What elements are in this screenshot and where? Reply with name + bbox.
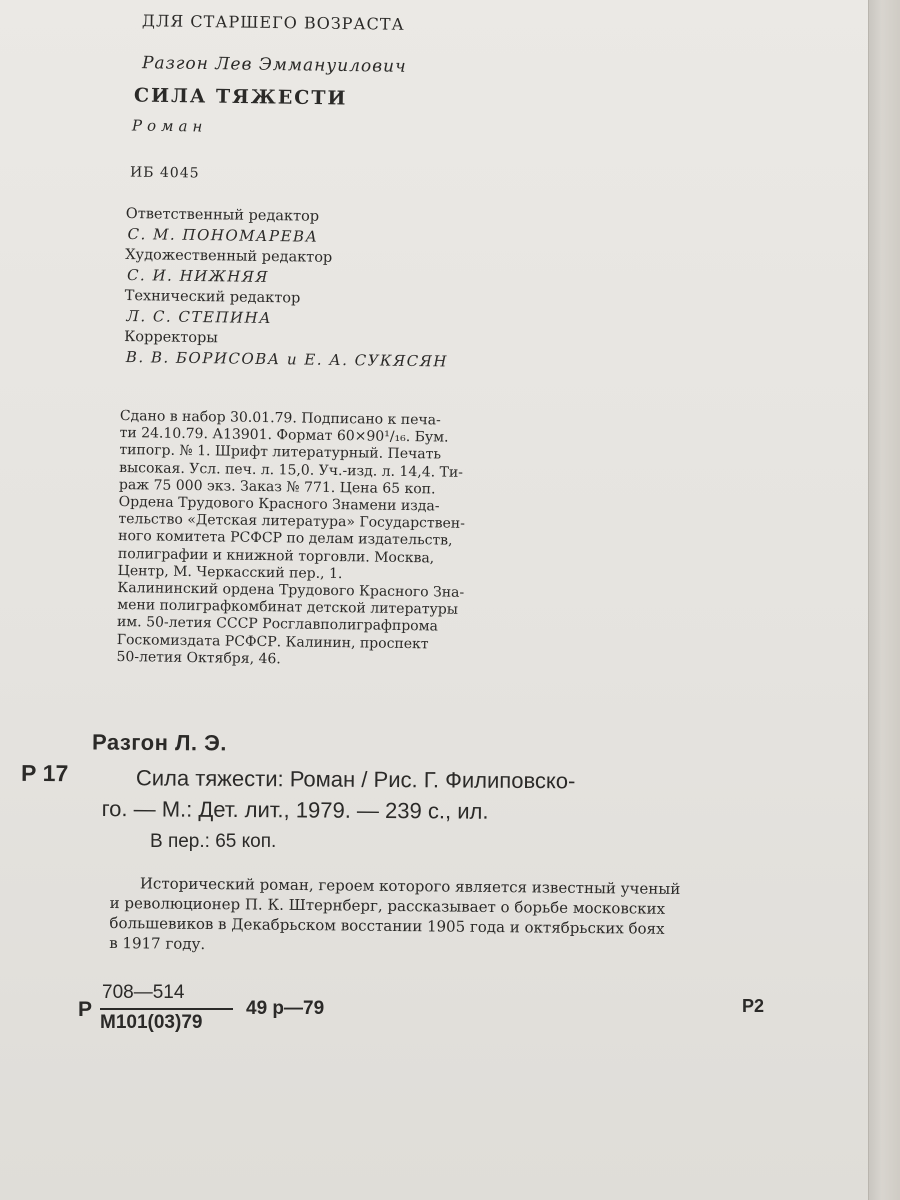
- imprint-line: раж 75 000 экз. Заказ № 771. Цена 65 коп.: [118, 476, 436, 498]
- abstract-line: и революционер П. К. Штернберг, рассказывает о борьбе московских: [109, 893, 666, 918]
- ib-number: ИБ 4045: [129, 164, 200, 182]
- imprint-line: тельство «Детская литература» Государствен-: [118, 511, 466, 533]
- staff-name: С. М. ПОНОМАРЕВА: [127, 225, 319, 246]
- catalog-desc-line: го. — М.: Дет. лит., 1979. — 239 с., ил.: [101, 796, 489, 824]
- staff-name: С. И. НИЖНЯЯ: [126, 266, 270, 287]
- index-right-code: Р2: [742, 996, 765, 1016]
- imprint-line: ного комитета РСФСР по делам издательств,: [118, 528, 453, 550]
- index-denominator: М101(03)79: [100, 1012, 203, 1033]
- author-full-name: Разгон Лев Эммануилович: [141, 53, 407, 77]
- imprint-line: высокая. Усл. печ. л. 15,0. Уч.-изд. л. 14,4. Ти-: [119, 459, 464, 481]
- abstract-line: большевиков в Декабрьском восстании 1905 года и октябрьских боях: [109, 913, 665, 938]
- imprint-line: Центр, М. Черкасский пер., 1.: [117, 562, 343, 582]
- staff-role: Ответственный редактор: [125, 205, 320, 225]
- imprint-line: Ордена Трудового Красного Знамени изда-: [118, 494, 440, 515]
- imprint-line: Сдано в набор 30.01.79. Подписано к печа-: [119, 408, 441, 429]
- catalog-description: [98, 762, 770, 829]
- imprint-line: Калининский ордена Трудового Красного Зна-: [117, 580, 465, 601]
- editorial-staff: [124, 204, 566, 374]
- catalog-price: В пер.: 65 коп.: [150, 831, 277, 852]
- catalog-class-code: Р 17: [20, 759, 69, 787]
- catalog-author: Разгон Л. Э.: [91, 729, 228, 756]
- staff-role: Технический редактор: [124, 287, 301, 307]
- imprint-line: им. 50-летия СССР Росглавполиграфпрома: [116, 614, 438, 635]
- imprint-block: [116, 408, 564, 672]
- imprint-line: типогр. № 1. Шрифт литературный. Печать: [119, 442, 442, 463]
- fraction-line: [100, 1008, 233, 1010]
- book-title: СИЛА ТЯЖЕСТИ: [133, 84, 348, 110]
- catalog-desc-line: Сила тяжести: Роман / Рис. Г. Филиповско-: [135, 765, 576, 794]
- imprint-line: ти 24.10.79. А13901. Формат 60×90¹/₁₆. Бум.: [119, 425, 449, 446]
- imprint-line: полиграфии и книжной торговли. Москва,: [117, 545, 435, 567]
- imprint-line: 50-летия Октября, 46.: [116, 648, 281, 668]
- staff-role: Корректоры: [124, 328, 218, 347]
- abstract-line: Исторический роман, героем которого является известный ученый: [139, 874, 681, 898]
- abstract-line: в 1917 году.: [109, 933, 206, 953]
- staff-name: Л. С. СТЕПИНА: [126, 307, 273, 328]
- series-label: ДЛЯ СТАРШЕГО ВОЗРАСТА: [141, 11, 405, 34]
- index-code: 49 р—79: [246, 998, 325, 1019]
- staff-name: В. В. БОРИСОВА и Е. А. СУКЯСЯН: [125, 348, 449, 371]
- imprint-line: мени полиграфкомбинат детской литературы: [117, 597, 459, 618]
- abstract-block: [109, 873, 770, 960]
- genre-label: Роман: [131, 116, 208, 136]
- page-edge: [868, 0, 900, 1200]
- staff-role: Художественный редактор: [125, 246, 333, 266]
- imprint-line: Госкомиздата РСФСР. Калинин, проспект: [116, 631, 429, 652]
- index-numerator: 708—514: [102, 982, 185, 1003]
- index-letter: Р: [78, 998, 93, 1021]
